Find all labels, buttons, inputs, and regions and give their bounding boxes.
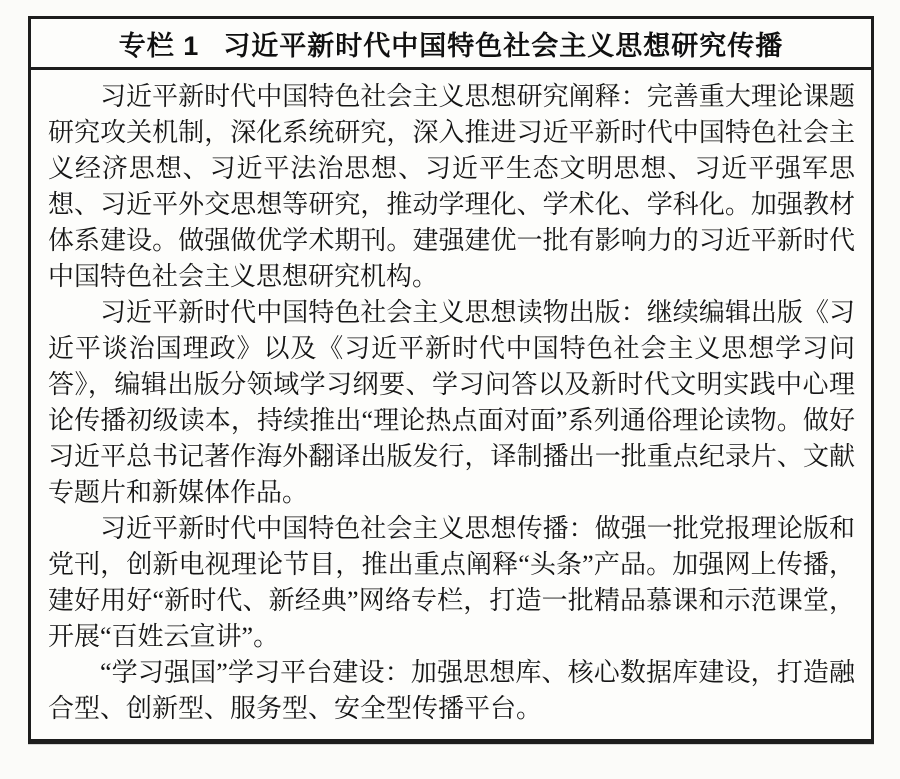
column-title: 习近平新时代中国特色社会主义思想研究传播 [223, 30, 784, 61]
paragraph-research-interpretation: 习近平新时代中国特色社会主义思想研究阐释：完善重大理论课题研究攻关机制，深化系统研究，深入推进习近平新时代中国特色社会主义经济思想、习近平法治思想、习近平生态文明思想、习近平强军思想、习近平外交思想等研究，推动学理化、学术化、学科化。加强教材体系建设。做强做优学术期刊。建强建优一批有影响力的习近平新时代中国特色社会主义思想研究机构。 [48, 82, 855, 291]
panel-body [31, 70, 871, 739]
paragraph-thought-dissemination: 习近平新时代中国特色社会主义思想传播：做强一批党报理论版和党刊，创新电视理论节目，推出重点阐释“头条”产品。加强网上传播，建好用好“新时代、新经典”网络专栏，打造一批精品慕课和示范课堂，开展“百姓云宣讲”。 [48, 514, 855, 651]
column-number-label: 专栏 1 [118, 30, 200, 61]
paragraph-readings-publication: 习近平新时代中国特色社会主义思想读物出版：继续编辑出版《习近平谈治国理政》以及《习近平新时代中国特色社会主义思想学习问答》，编辑出版分领域学习纲要、学习问答以及新时代文明实践中心理论传播初级读本，持续推出“理论热点面对面”系列通俗理论读物。做好习近平总书记著作海外翻译出版发行，译制播出一批重点纪录片、文献专题片和新媒体作品。 [48, 298, 855, 507]
paragraph-xuexi-qiangguo-platform: “学习强国”学习平台建设：加强思想库、核心数据库建设，打造融合型、创新型、服务型、安全型传播平台。 [48, 658, 855, 723]
column-box [28, 16, 874, 744]
panel-header [31, 19, 871, 70]
